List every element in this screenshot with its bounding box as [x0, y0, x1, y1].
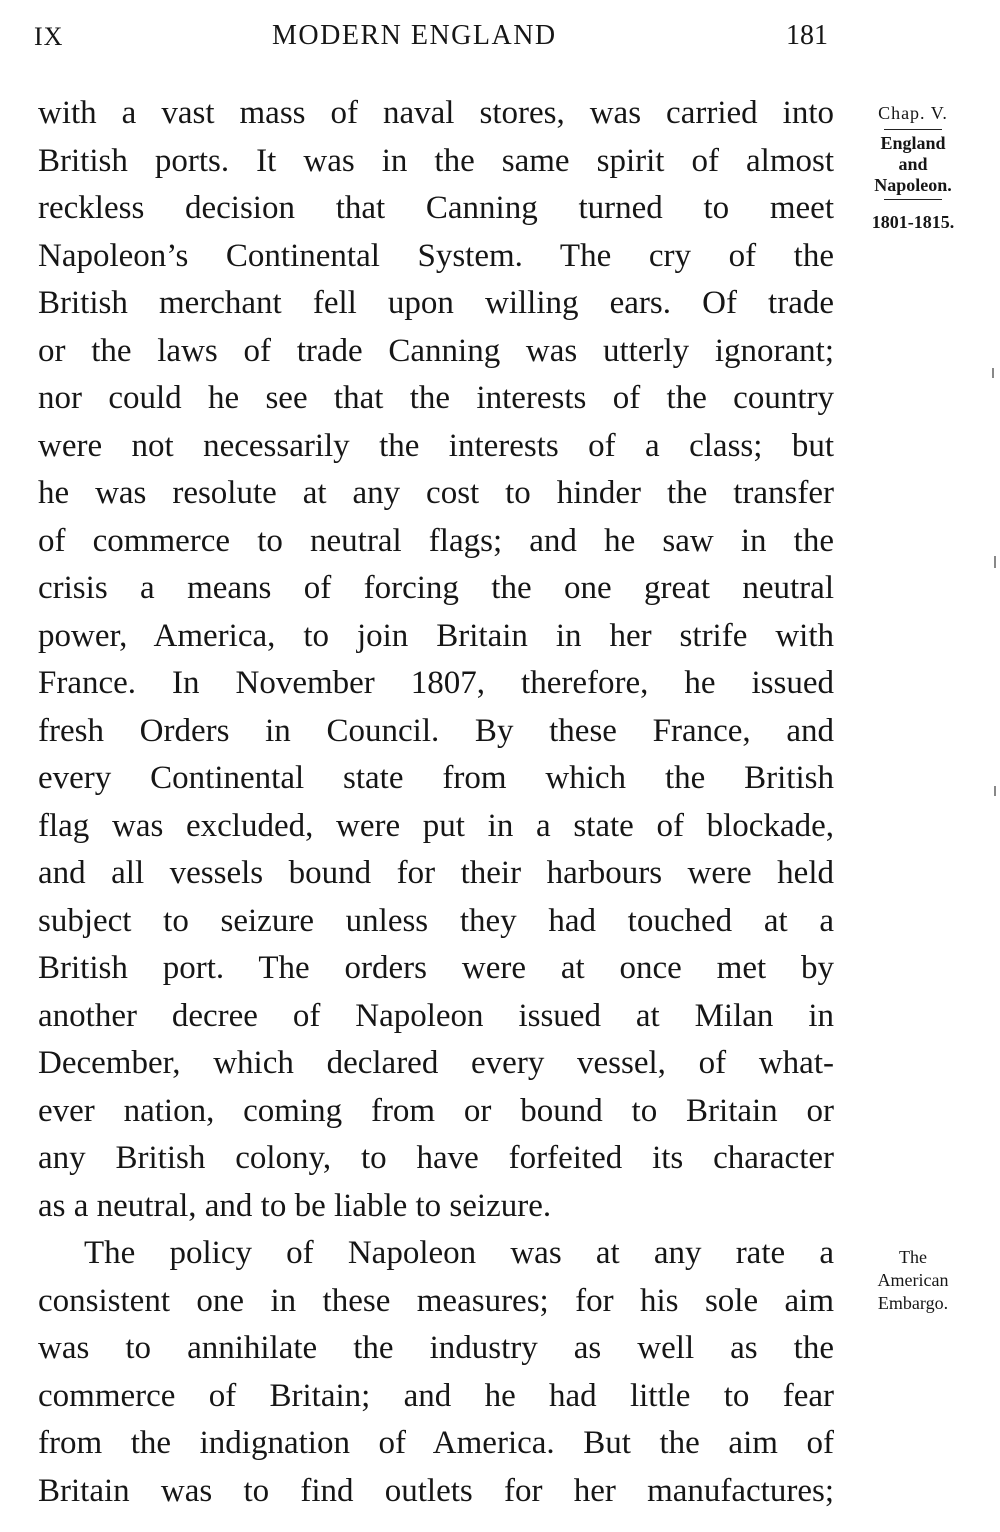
text-line: was to annihilate the industry as well as the [38, 1330, 834, 1366]
text-line: commerce of Britain; and he had little to fear [38, 1377, 834, 1414]
text-line: were not necessarily the interests of a class; but [38, 427, 834, 464]
chapter-numeral: IX [34, 22, 64, 51]
text-line: from the indignation of America. But the aim of [38, 1425, 834, 1461]
text-line: with a vast mass of naval stores, was carried into [38, 95, 834, 131]
sidenote-topic-line: England [880, 133, 946, 153]
sidenote-embargo-line: The [899, 1247, 927, 1267]
text-line: ever nation, coming from or bound to Britain or [38, 1092, 834, 1129]
sidenote-embargo [852, 1246, 974, 1315]
running-title: MODERN ENGLAND [272, 20, 557, 51]
text-line: of commerce to neutral flags; and he saw in the [38, 522, 834, 559]
text-line: Britain was to find outlets for her manufactures; [38, 1472, 834, 1509]
text-line: The policy of Napoleon was at any rate a [84, 1235, 834, 1271]
text-line: subject to seizure unless they had touched at a [38, 902, 834, 939]
sidenote-chapter: Chap. V. [878, 103, 948, 123]
text-line: British merchant fell upon willing ears. Of trade [38, 285, 834, 321]
text-line: and all vessels bound for their harbours were held [38, 855, 834, 891]
text-line: December, which declared every vessel, of what- [38, 1045, 834, 1081]
sidenote-years: 1801-1815. [871, 212, 955, 232]
sidenote-embargo-line: Embargo. [877, 1293, 949, 1313]
scan-mark [994, 556, 996, 568]
text-line: fresh Orders in Council. By these France, and [38, 712, 834, 749]
text-line: he was resolute at any cost to hinder the transfer [38, 475, 834, 511]
main-text [38, 90, 834, 1515]
text-line: British port. The orders were at once met by [38, 950, 834, 986]
scan-mark [992, 368, 994, 378]
text-line: France. In November 1807, therefore, he issued [38, 665, 834, 701]
text-line: or the laws of trade Canning was utterly ignorant; [38, 332, 834, 369]
text-line: crisis a means of forcing the one great neutral [38, 570, 834, 606]
running-header [0, 0, 1000, 70]
sidenote-chapter-topic [852, 100, 974, 233]
text-line: as a neutral, and to be liable to seizure. [38, 1187, 552, 1224]
text-line: British ports. It was in the same spirit of almost [38, 142, 834, 179]
sidenote-rule [884, 129, 942, 130]
text-line: consistent one in these measures; for his sole aim [38, 1282, 834, 1319]
text-line: flag was excluded, were put in a state of blockade, [38, 807, 834, 844]
text-line: reckless decision that Canning turned to meet [38, 190, 834, 226]
sidenote-rule [884, 199, 942, 200]
text-line: any British colony, to have forfeited its character [38, 1140, 834, 1176]
page-number: 181 [786, 20, 828, 51]
text-line: Napoleon’s Continental System. The cry of the [38, 237, 834, 274]
sidenote-topic-line: Napoleon. [874, 175, 952, 195]
text-line: every Continental state from which the British [38, 760, 834, 796]
sidenote-embargo-line: American [877, 1270, 949, 1290]
scan-mark [994, 786, 996, 796]
text-line: power, America, to join Britain in her strife with [38, 617, 834, 654]
text-line: another decree of Napoleon issued at Milan in [38, 997, 834, 1034]
sidenote-topic-line: and [898, 154, 928, 174]
text-line: nor could he see that the interests of the country [38, 380, 834, 416]
